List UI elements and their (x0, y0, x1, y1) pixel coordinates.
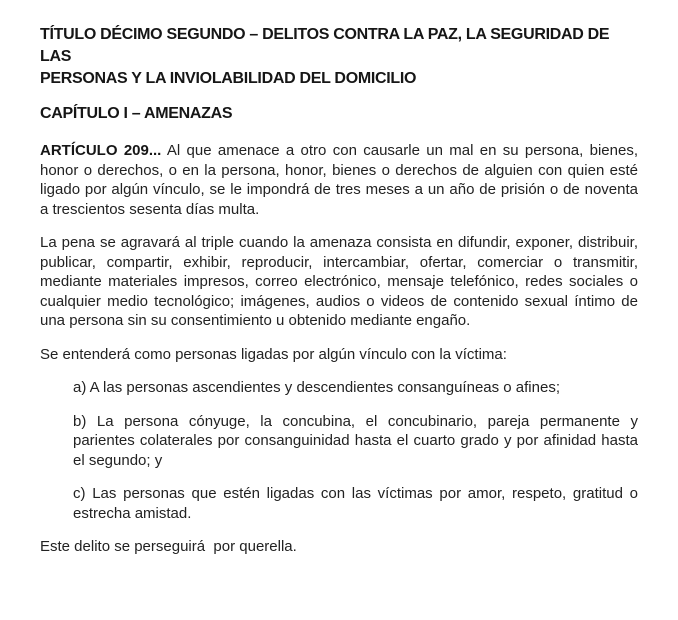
closing-paragraph: Este delito se perseguirá por querella. (40, 538, 297, 555)
list-item-b: b) La persona cónyuge, la concubina, el concubinario, pareja permanente y parientes colaterales por consanguinidad hasta el cuarto grado y por afinidad hasta el segundo; y (73, 412, 638, 469)
article-paragraph (40, 141, 638, 219)
chapter-heading: CAPÍTULO I – AMENAZAS (40, 105, 233, 122)
document-title (40, 24, 638, 90)
article-text: Al que amenace a otro con causarle un mal en su persona, bienes, honor o derechos, o en la persona, honor, bienes o derechos de alguien con quien esté ligado por algún vínculo, se le impondrá de tres meses a un año de prisión o de noventa a trescientos sesenta días multa. (40, 142, 638, 218)
bond-intro-paragraph: Se entenderá como personas ligadas por algún vínculo con la víctima: (40, 345, 507, 363)
title-line-1: TÍTULO DÉCIMO SEGUNDO – DELITOS CONTRA LA PAZ, LA SEGURIDAD DE LAS (40, 26, 610, 65)
list-item-a: a) A las personas ascendientes y descendientes consanguíneas o afines; (73, 379, 560, 396)
aggravation-paragraph: La pena se agravará al triple cuando la amenaza consista en difundir, exponer, distribuir, publicar, compartir, exhibir, reproducir, intercambiar, ofertar, comerciar o transmitir, mediante materiales impresos, correo electrónico, mensaje telefónico, redes sociales o cualquier medio tecnológico; imágenes, audios o videos de contenido sexual íntimo de una persona sin su consentimiento u obtenido mediante engaño. (40, 234, 638, 329)
title-line-2: PERSONAS Y LA INVIOLABILIDAD DEL DOMICILIO (40, 70, 417, 87)
list-item-c: c) Las personas que estén ligadas con las víctimas por amor, respeto, gratitud o estrecha amistad. (73, 485, 638, 522)
article-number-label: ARTÍCULO 209... (40, 142, 162, 159)
